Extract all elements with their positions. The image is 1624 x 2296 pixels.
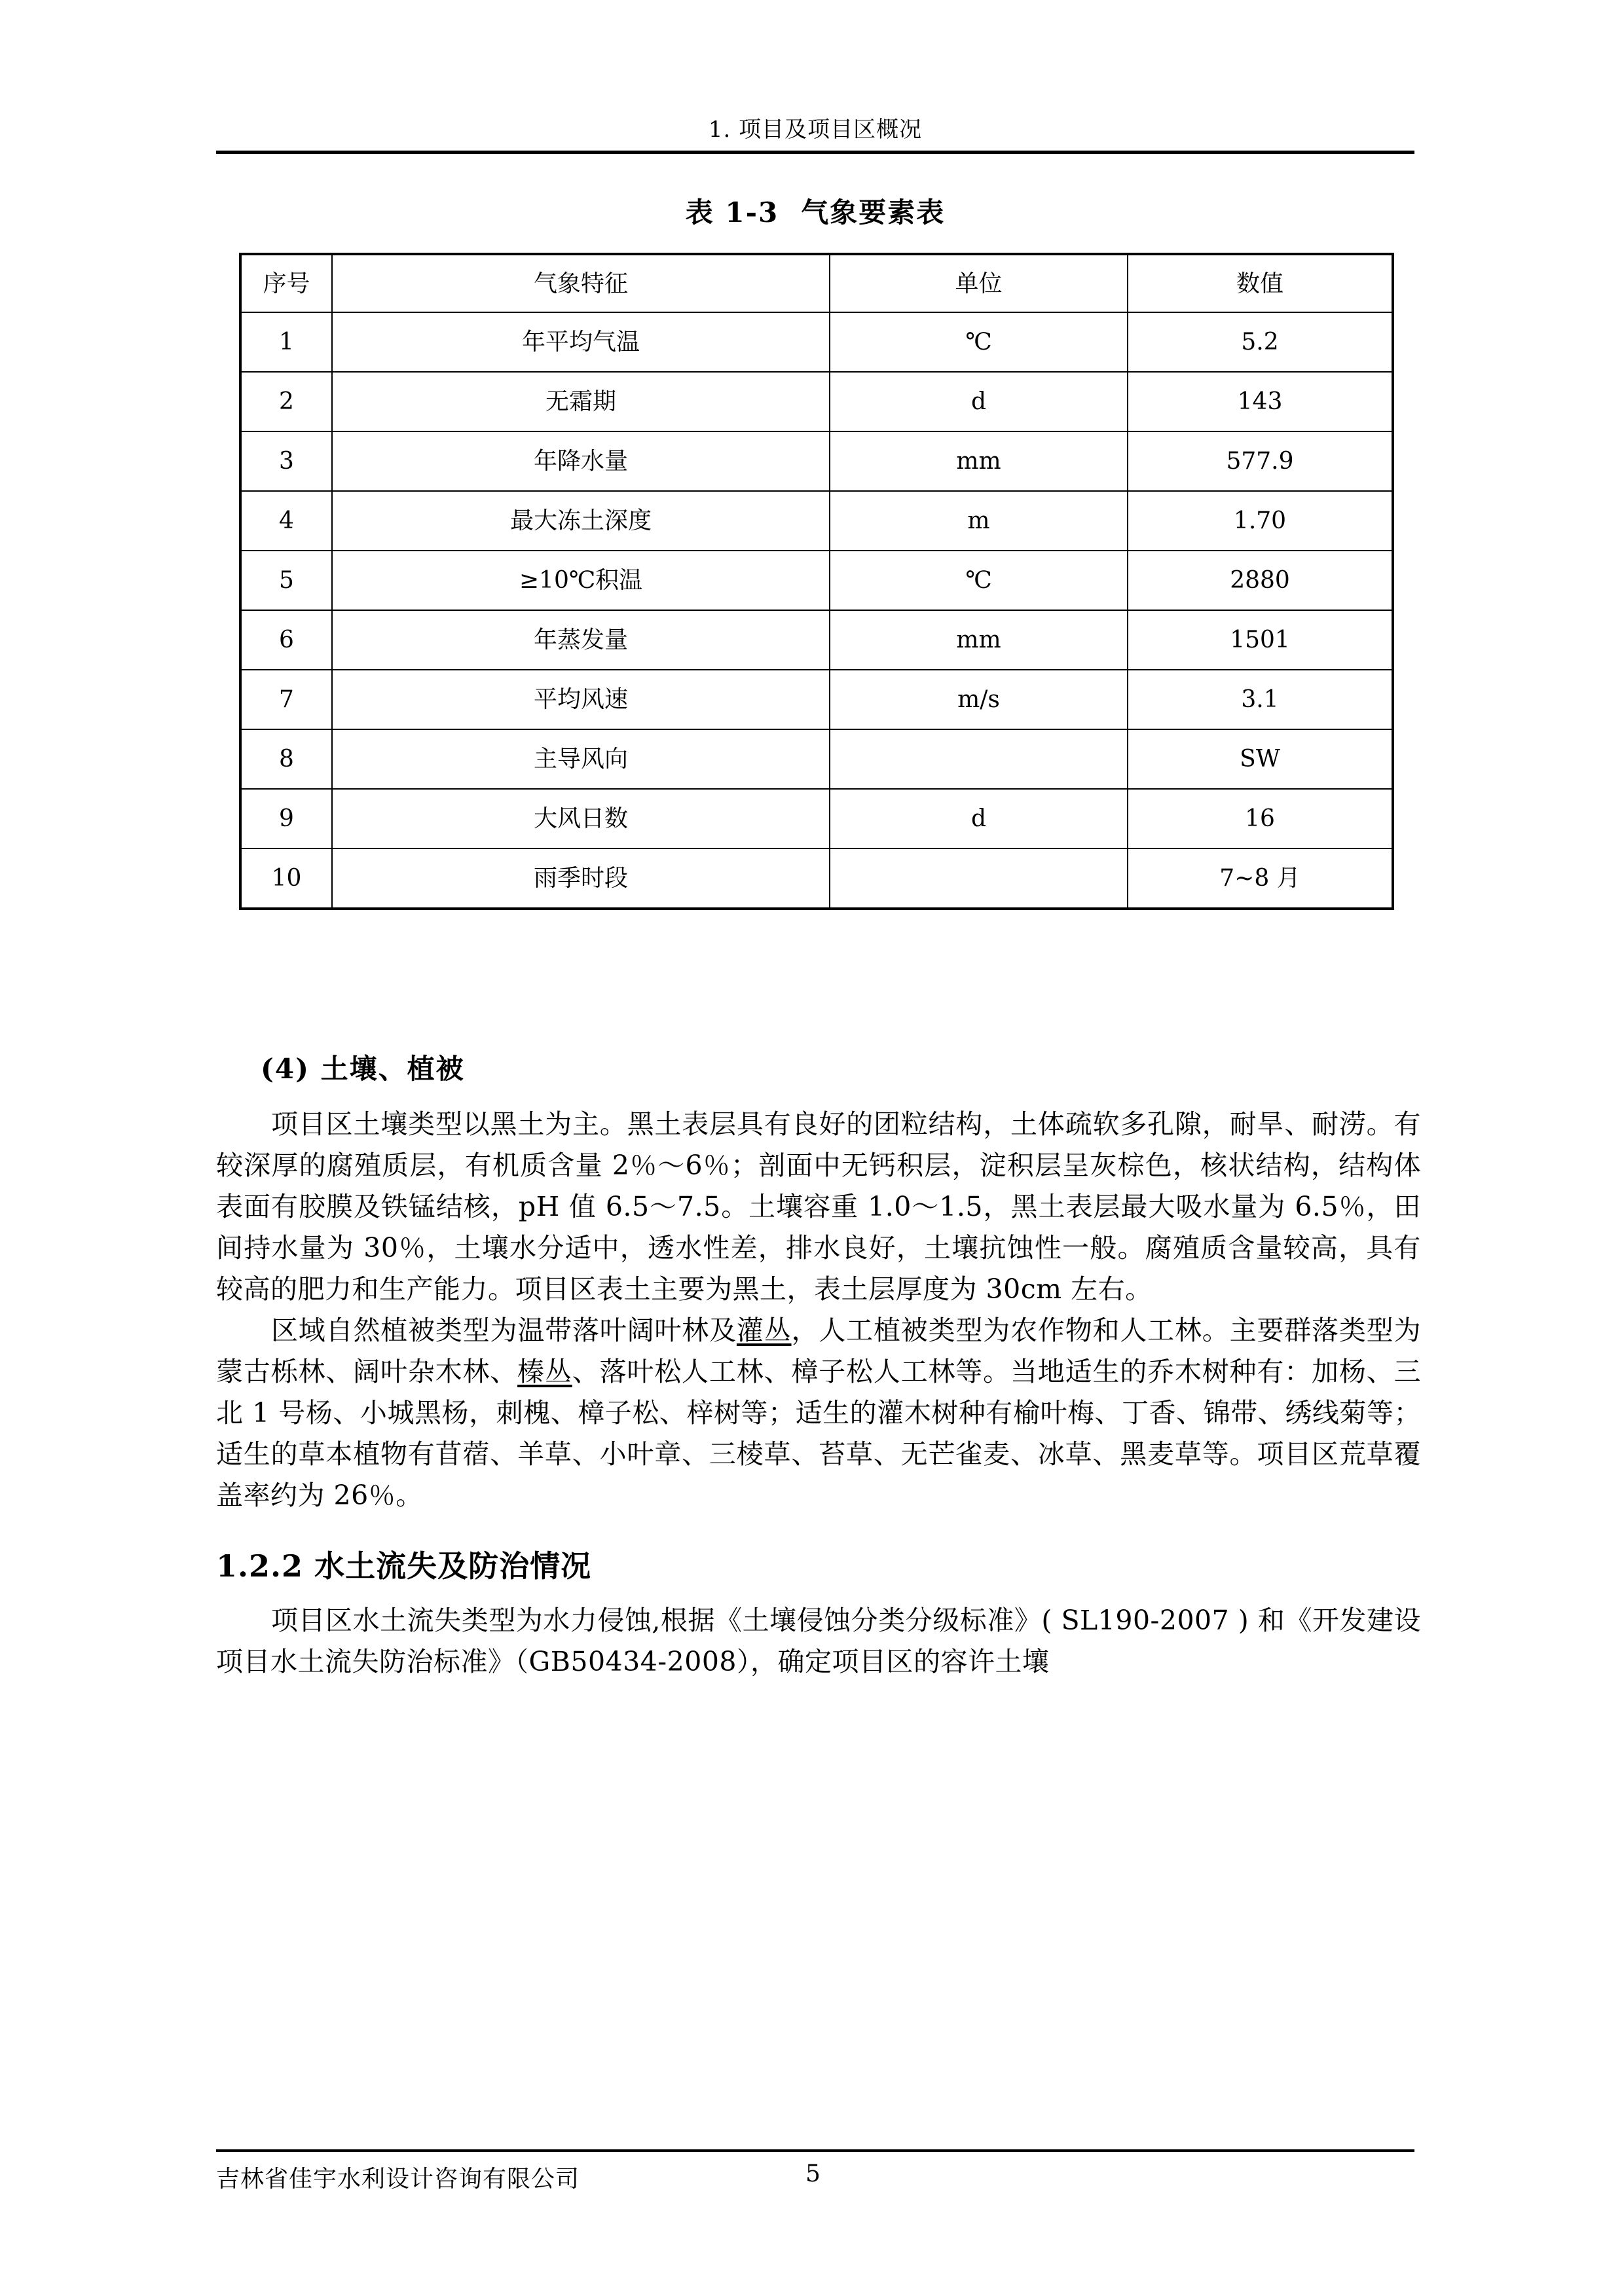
- cell-unit: mm: [830, 431, 1128, 491]
- vegetation-text-part-3: 、落叶松人工林、樟子松人工林等。当地适生的乔木树种有：加杨、三北 1 号杨、小城黑杨，刺槐、樟子松、梓树等；适生的灌木树种有榆叶梅、丁香、锦带、绣线菊等；适生的草本植物有苜蓿、羊草、小叶章、三棱草、苔草、无芒雀麦、冰草、黑麦草等。项目区荒草覆盖率约为 26％。: [216, 1356, 1422, 1511]
- cell-feature: 大风日数: [332, 789, 830, 848]
- paragraph-soil-erosion: 项目区水土流失类型为水力侵蚀,根据《土壤侵蚀分类分级标准》( SL190-2007 ) 和《开发建设项目水土流失防治标准》（GB50434-2008），确定项目区的容许土壤: [216, 1605, 1421, 1677]
- footer-divider-rule: [216, 2149, 1414, 2152]
- cell-index: 4: [240, 491, 332, 551]
- cell-value: 5.2: [1128, 312, 1393, 372]
- column-header-index: 序号: [240, 254, 332, 312]
- vegetation-term-zhencong: 榛丛: [517, 1356, 572, 1387]
- cell-feature: 年蒸发量: [332, 610, 830, 670]
- cell-index: 9: [240, 789, 332, 848]
- section-heading-1-2-2: 1.2.2 水土流失及防治情况: [216, 1548, 592, 1584]
- cell-value: 577.9: [1128, 431, 1393, 491]
- paragraph-vegetation: [216, 1310, 1421, 1516]
- cell-unit: mm: [830, 610, 1128, 670]
- table-row: [240, 610, 1393, 670]
- cell-value: 1501: [1128, 610, 1393, 670]
- cell-unit: ℃: [830, 551, 1128, 610]
- cell-feature: 年平均气温: [332, 312, 830, 372]
- table-row: [240, 431, 1393, 491]
- cell-value: 16: [1128, 789, 1393, 848]
- cell-value: 2880: [1128, 551, 1393, 610]
- cell-value: 7~8 月: [1128, 848, 1393, 909]
- column-header-unit: 单位: [830, 254, 1128, 312]
- cell-unit: ℃: [830, 312, 1128, 372]
- running-header-text: 1. 项目及项目区概况: [708, 117, 923, 143]
- running-header: [216, 117, 1414, 143]
- table-row: [240, 670, 1393, 729]
- cell-unit: m: [830, 491, 1128, 551]
- footer-page-number: 5: [805, 2160, 821, 2187]
- cell-index: 8: [240, 729, 332, 789]
- header-divider-rule: [216, 151, 1414, 154]
- column-header-feature: 气象特征: [332, 254, 830, 312]
- cell-unit: [830, 848, 1128, 909]
- cell-feature: 主导风向: [332, 729, 830, 789]
- meteorology-table: [239, 253, 1394, 910]
- cell-unit: m/s: [830, 670, 1128, 729]
- table-row: [240, 729, 1393, 789]
- cell-index: 2: [240, 372, 332, 431]
- paragraph-soil: 项目区土壤类型以黑土为主。黑土表层具有良好的团粒结构，土体疏软多孔隙，耐旱、耐涝。有较深厚的腐殖质层，有机质含量 2％～6％；剖面中无钙积层，淀积层呈灰棕色，核状结构，结构体表面有胶膜及铁锰结核，pH 值 6.5～7.5。土壤容重 1.0～1.5，黑土表层最大吸水量为 6.5％，田间持水量为 30％，土壤水分适中，透水性差，排水良好，土壤抗蚀性一般。腐殖质含量较高，具有较高的肥力和生产能力。项目区表土主要为黑土，表土层厚度为 30cm 左右。: [216, 1108, 1421, 1305]
- cell-feature: 年降水量: [332, 431, 830, 491]
- vegetation-term-guancong: 灌丛: [736, 1315, 792, 1346]
- column-header-value: 数值: [1128, 254, 1393, 312]
- cell-index: 10: [240, 848, 332, 909]
- cell-feature: ≥10℃积温: [332, 551, 830, 610]
- table-caption-number: 表 1-3: [685, 196, 779, 228]
- subsection-heading-soil-vegetation: (4) 土壤、植被: [261, 1053, 465, 1085]
- cell-index: 1: [240, 312, 332, 372]
- vegetation-text-part-1: 区域自然植被类型为温带落叶阔叶林及: [271, 1315, 737, 1346]
- cell-index: 5: [240, 551, 332, 610]
- body-content: [216, 1048, 1421, 1683]
- table-row: [240, 551, 1393, 610]
- cell-unit: d: [830, 789, 1128, 848]
- table-caption: [216, 191, 1414, 230]
- cell-feature: 雨季时段: [332, 848, 830, 909]
- cell-feature: 平均风速: [332, 670, 830, 729]
- footer-organization: 吉林省佳宇水利设计咨询有限公司: [216, 2166, 580, 2193]
- table-row: [240, 491, 1393, 551]
- table-row: [240, 312, 1393, 372]
- table-caption-title: 气象要素表: [801, 196, 946, 228]
- vegetation-text-part-2: ，人工植被类型为农作物和人工林。主要群落类型为蒙古栎林、阔叶杂木林、: [216, 1315, 1422, 1387]
- cell-index: 6: [240, 610, 332, 670]
- table-row: [240, 372, 1393, 431]
- table-header-row: [240, 254, 1393, 312]
- cell-index: 3: [240, 431, 332, 491]
- cell-value: SW: [1128, 729, 1393, 789]
- cell-value: 3.1: [1128, 670, 1393, 729]
- cell-feature: 无霜期: [332, 372, 830, 431]
- cell-feature: 最大冻土深度: [332, 491, 830, 551]
- table-row: [240, 789, 1393, 848]
- meteorology-table-wrapper: [239, 253, 1392, 910]
- cell-unit: d: [830, 372, 1128, 431]
- cell-value: 1.70: [1128, 491, 1393, 551]
- cell-value: 143: [1128, 372, 1393, 431]
- cell-unit: [830, 729, 1128, 789]
- cell-index: 7: [240, 670, 332, 729]
- table-row: [240, 848, 1393, 909]
